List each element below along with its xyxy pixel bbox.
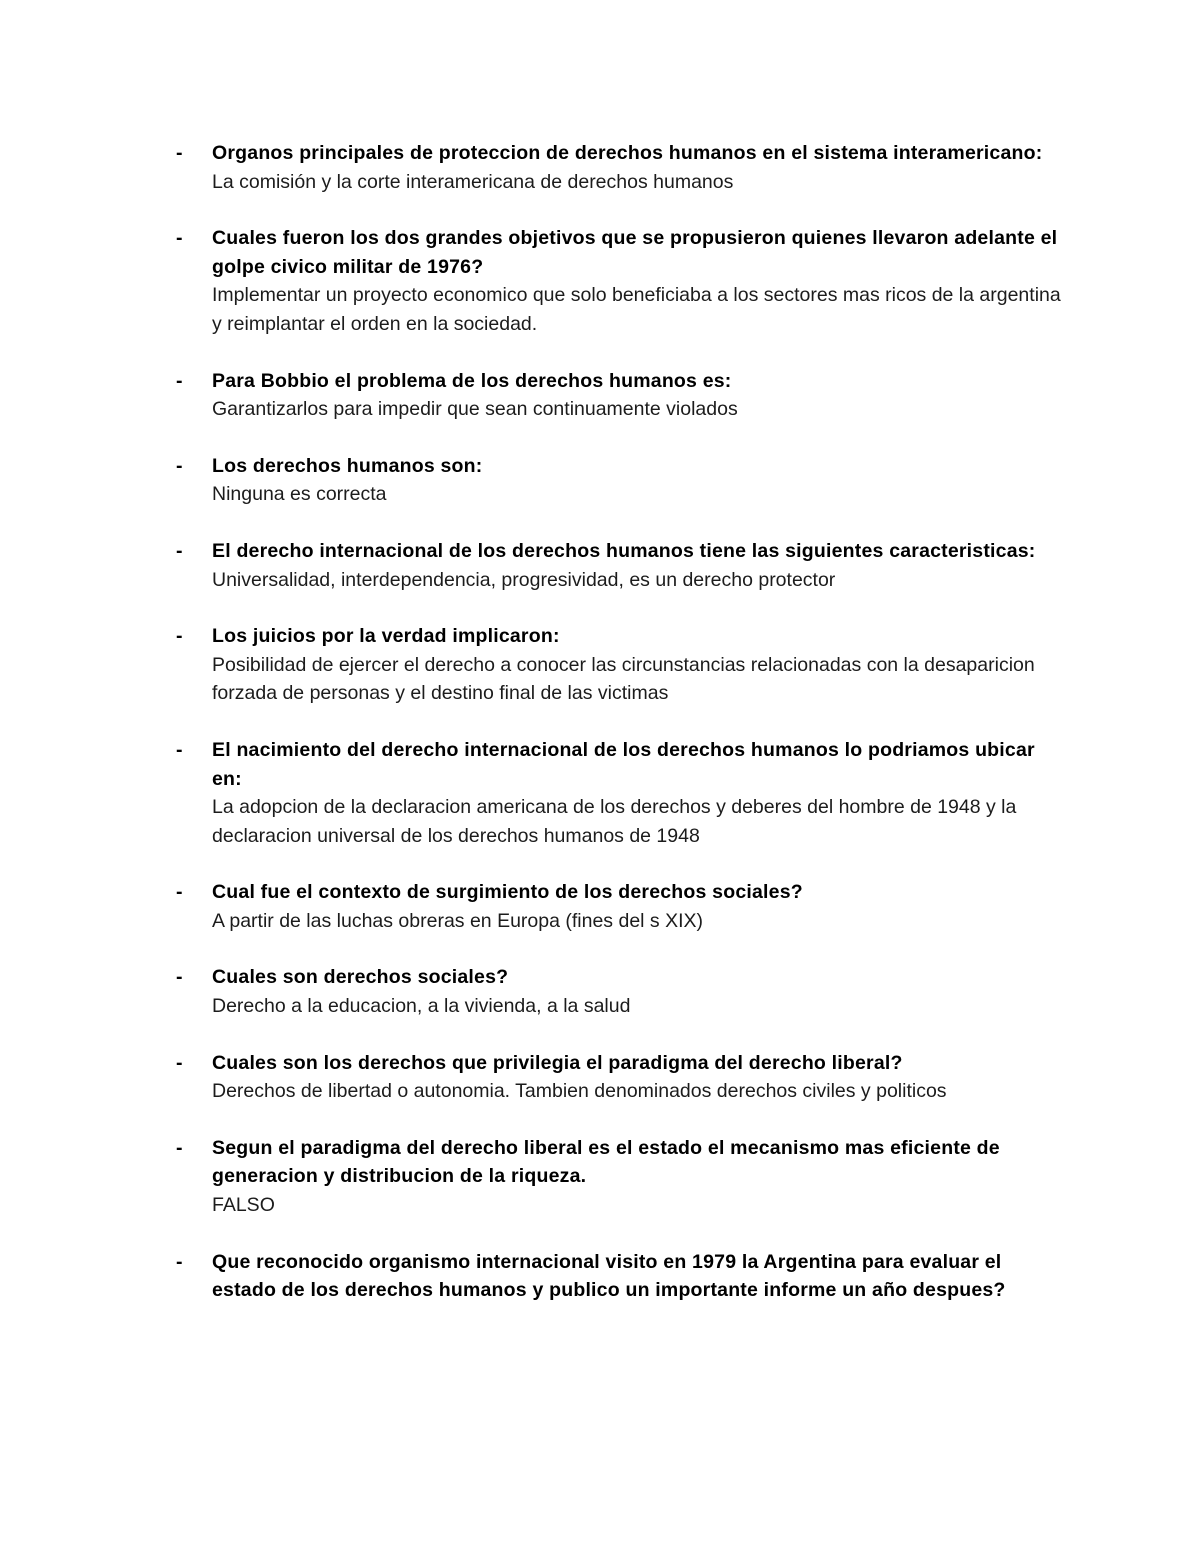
list-bullet: - [176, 881, 183, 904]
qa-item [0, 452, 1200, 509]
question-text: Los derechos humanos son: [212, 454, 483, 477]
list-bullet: - [176, 625, 183, 648]
qa-item [0, 139, 1200, 196]
question-text: Que reconocido organismo internacional visito en 1979 la Argentina para evaluar el estado de los derechos humanos y publico un importante informe un año despues? [212, 1250, 1006, 1302]
list-bullet: - [176, 227, 183, 250]
qa-item [0, 224, 1200, 338]
list-bullet: - [176, 454, 183, 477]
qa-item [0, 367, 1200, 424]
answer-text: Derecho a la educacion, a la vivienda, a la salud [212, 995, 631, 1018]
list-bullet: - [176, 1250, 183, 1273]
question-text: Segun el paradigma del derecho liberal es el estado el mecanismo mas eficiente de generacion y distribucion de la riqueza. [212, 1136, 1000, 1188]
answer-text: Ninguna es correcta [212, 483, 387, 506]
answer-text: La comisión y la corte interamericana de derechos humanos [212, 170, 734, 193]
qa-item [0, 1134, 1200, 1220]
qa-item [0, 963, 1200, 1020]
question-text: Organos principales de proteccion de derechos humanos en el sistema interamericano: [212, 142, 1043, 164]
qa-item [0, 537, 1200, 594]
answer-text: Garantizarlos para impedir que sean continuamente violados [212, 398, 738, 421]
question-text: Cuales son los derechos que privilegia el paradigma del derecho liberal? [212, 1051, 903, 1074]
list-bullet: - [176, 539, 183, 562]
list-bullet: - [176, 966, 183, 989]
question-text: Para Bobbio el problema de los derechos humanos es: [212, 369, 732, 392]
question-text: Cuales son derechos sociales? [212, 966, 509, 989]
qa-item [0, 736, 1200, 850]
question-text: Cual fue el contexto de surgimiento de los derechos sociales? [212, 881, 803, 904]
answer-text: Implementar un proyecto economico que solo beneficiaba a los sectores mas ricos de la argentina y reimplantar el orden en la sociedad. [212, 284, 1061, 335]
qa-item [0, 622, 1200, 708]
list-bullet: - [176, 738, 183, 761]
question-text: El nacimiento del derecho internacional de los derechos humanos lo podriamos ubicar en: [212, 738, 1035, 790]
answer-text: La adopcion de la declaracion americana de los derechos y deberes del hombre de 1948 y la declaracion universal de los derechos humanos de 1948 [212, 796, 1017, 847]
document-page [0, 139, 1200, 1333]
answer-text: Derechos de libertad o autonomia. Tambien denominados derechos civiles y politicos [212, 1080, 947, 1103]
list-bullet: - [176, 1136, 183, 1159]
answer-text: Universalidad, interdependencia, progresividad, es un derecho protector [212, 568, 836, 591]
list-bullet: - [176, 1051, 183, 1074]
list-bullet: - [176, 369, 183, 392]
answer-text: A partir de las luchas obreras en Europa (fines del s XIX) [212, 909, 704, 932]
question-text: Cuales fueron los dos grandes objetivos que se propusieron quienes llevaron adelante el golpe civico militar de 1976? [212, 227, 1058, 278]
qa-item [0, 878, 1200, 935]
answer-text: FALSO [212, 1194, 275, 1217]
question-text: Los juicios por la verdad implicaron: [212, 625, 560, 648]
list-bullet: - [176, 142, 183, 164]
question-text: El derecho internacional de los derechos humanos tiene las siguientes caracteristicas: [212, 539, 1036, 562]
qa-item [0, 1049, 1200, 1106]
qa-item [0, 1248, 1200, 1305]
answer-text: Posibilidad de ejercer el derecho a conocer las circunstancias relacionadas con la desaparicion forzada de personas y el destino final de las victimas [212, 653, 1035, 705]
